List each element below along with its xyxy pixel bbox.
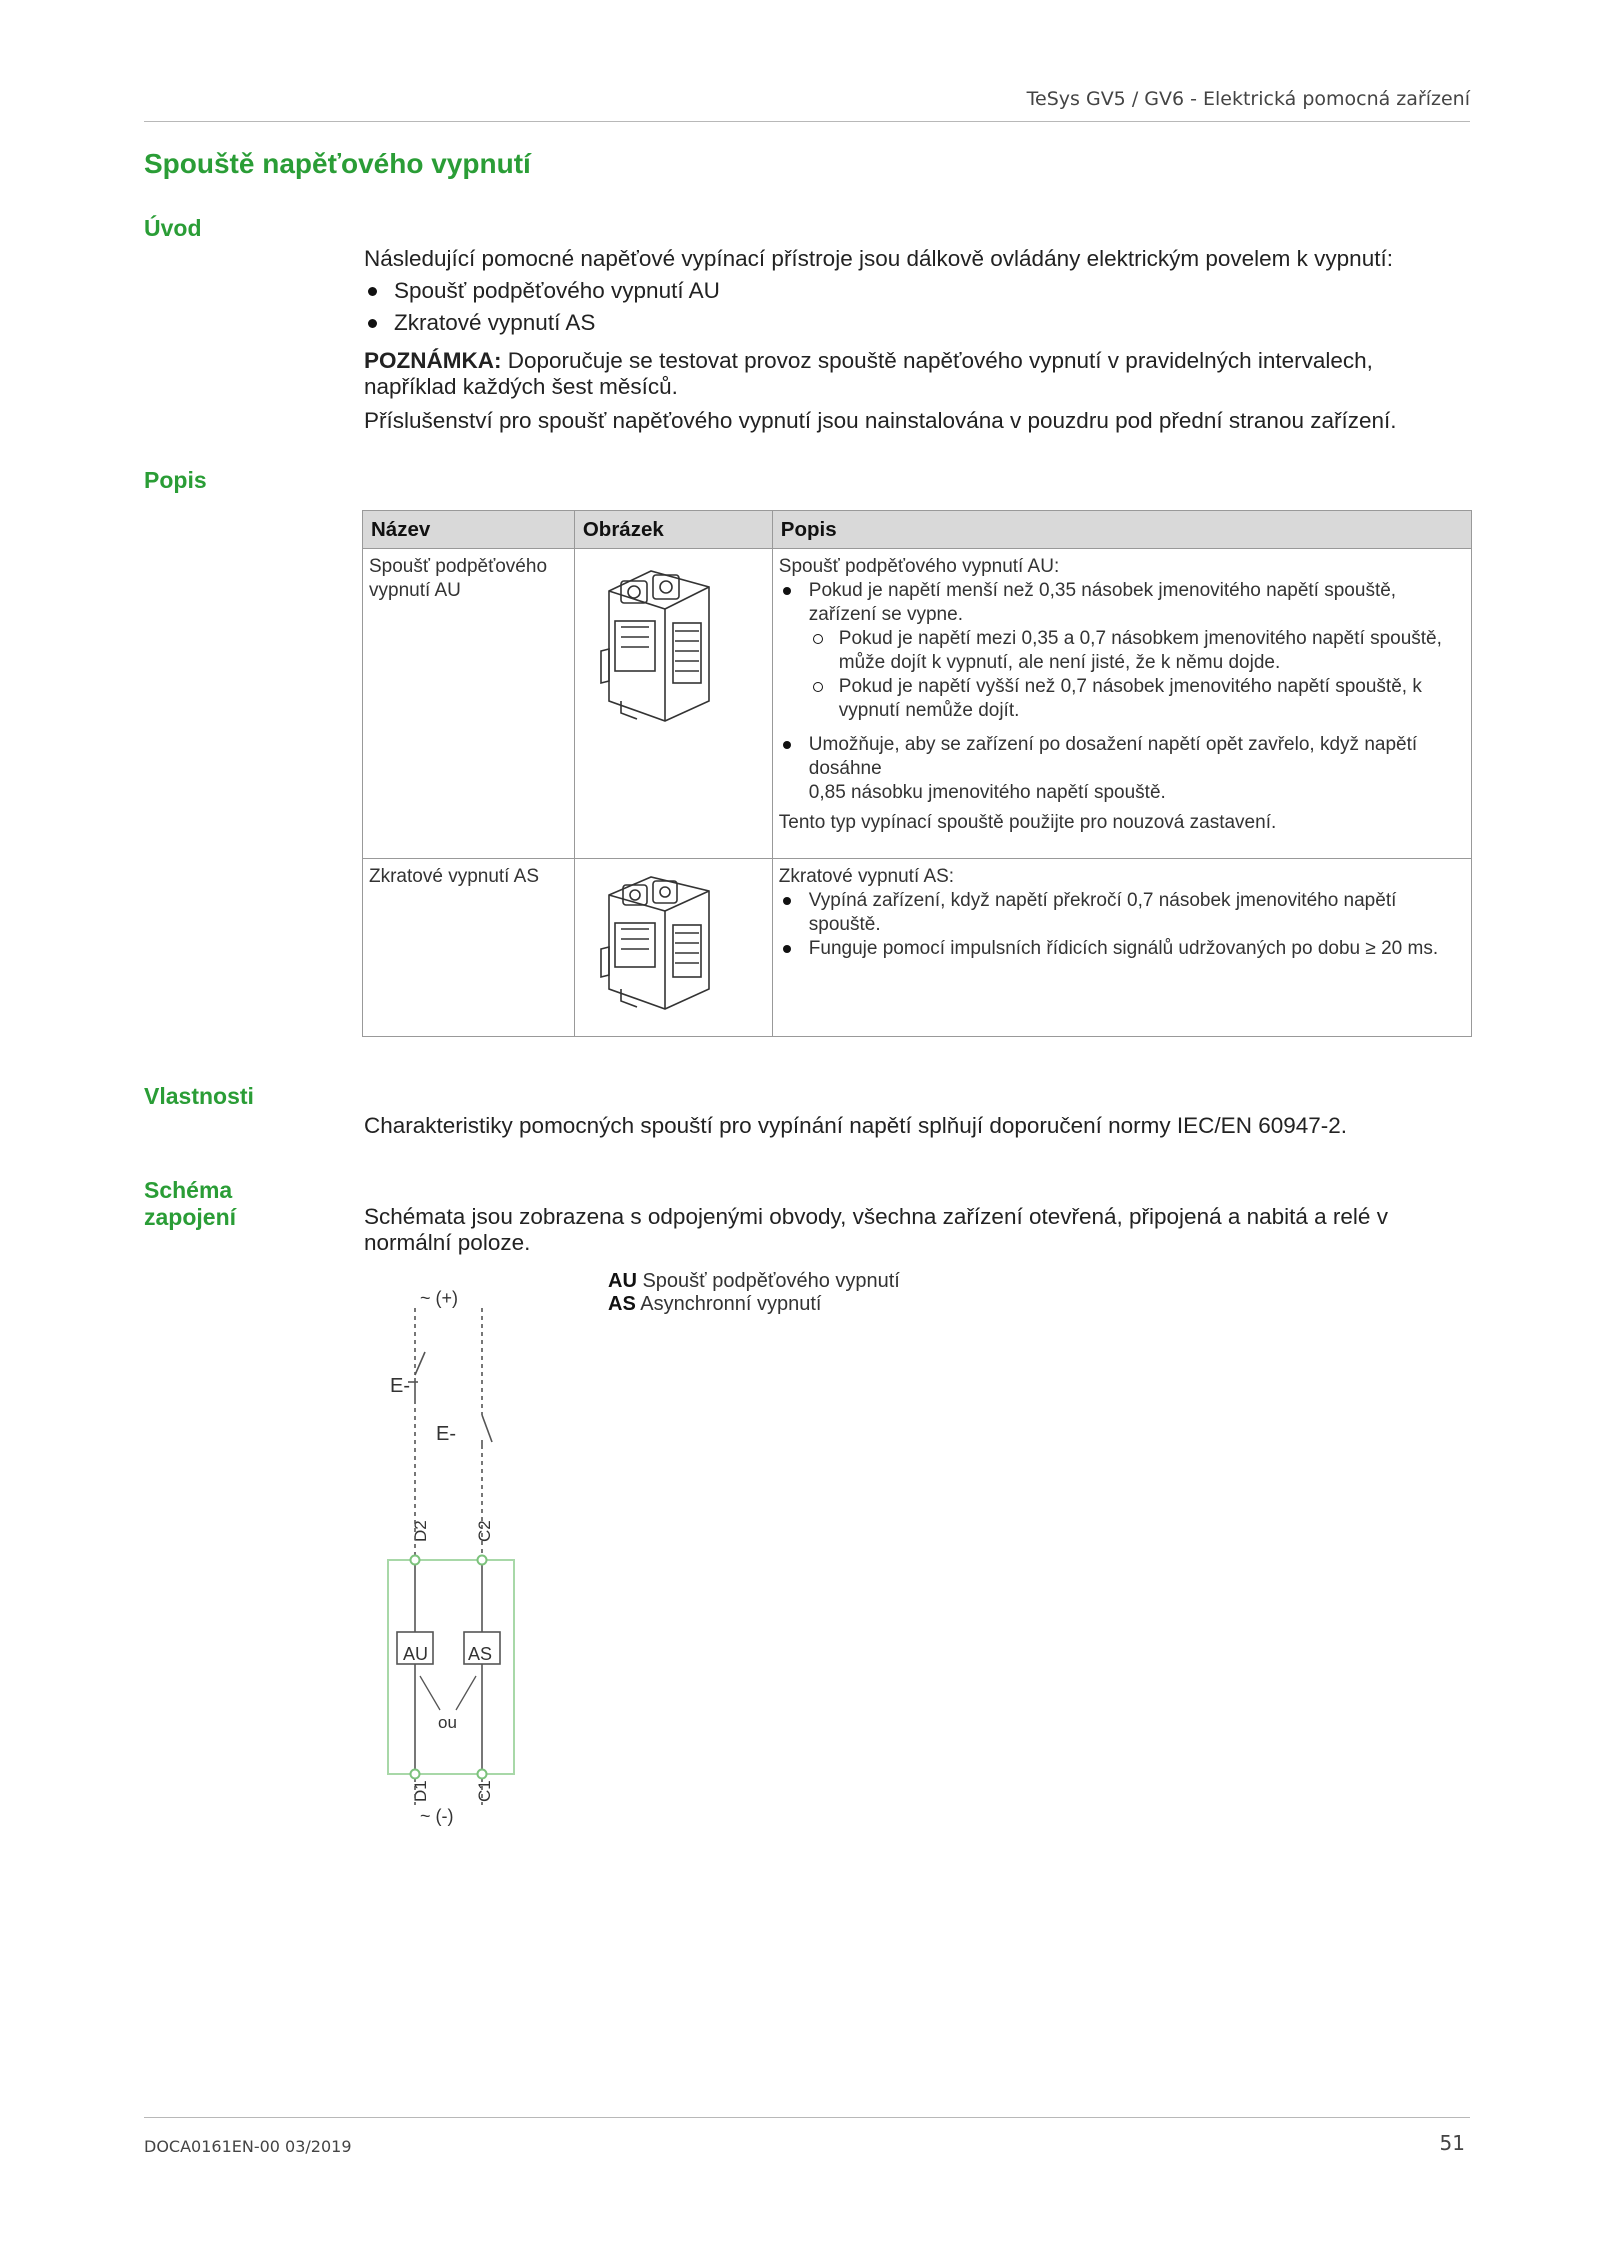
section-heading-line: zapojení xyxy=(144,1204,237,1230)
switch-label-e2: E- xyxy=(436,1423,456,1445)
table-row xyxy=(363,859,1472,1037)
intro-block xyxy=(364,246,1474,434)
legend-item xyxy=(608,1293,900,1316)
footer-doc-id: DOCA0161EN-00 03/2019 xyxy=(144,2137,352,2156)
terminal-d1: D1 xyxy=(411,1780,430,1802)
note-label: POZNÁMKA: xyxy=(364,348,502,373)
legend-text: Asynchronní vypnutí xyxy=(635,1293,822,1315)
terminal-c1: C1 xyxy=(475,1780,494,1802)
legend-code: AU xyxy=(608,1270,637,1292)
or-label: ou xyxy=(438,1713,457,1732)
device-enclosure xyxy=(388,1560,514,1774)
footer-rule xyxy=(144,2117,1470,2118)
section-heading-line: Schéma xyxy=(144,1177,233,1203)
as-device-image xyxy=(591,869,721,1019)
desc-note: Tento typ vypínací spouště použijte pro nouzová zastavení. xyxy=(778,812,1277,833)
supply-plus-label: ~ (+) xyxy=(420,1288,459,1308)
row-image xyxy=(574,859,772,1037)
section-heading-popis: Popis xyxy=(144,467,207,493)
page-number: 51 xyxy=(1439,2131,1465,2155)
column-header: Popis xyxy=(772,511,1471,549)
au-device-image xyxy=(591,561,721,736)
description-table xyxy=(362,510,1472,1037)
desc-bullet-line: 0,85 násobku jmenovitého napětí spouště. xyxy=(808,782,1166,803)
desc-bullet: Pokud je napětí menší než 0,35 násobek jmenovitého napětí spouště, zařízení se vypne. xyxy=(779,579,1465,627)
row-image xyxy=(574,549,772,859)
row-description xyxy=(772,549,1471,859)
terminal-d2: D2 xyxy=(411,1520,430,1542)
diagram-legend xyxy=(608,1270,900,1316)
terminal-node-d1 xyxy=(411,1770,420,1779)
desc-title: Zkratové vypnutí AS: xyxy=(778,866,955,887)
running-header: TeSys GV5 / GV6 - Elektrická pomocná zařízení xyxy=(1026,88,1470,110)
section-heading-schema xyxy=(144,1177,236,1231)
row-name: Spoušť podpěťového vypnutí AU xyxy=(363,549,575,859)
note-text: Doporučuje se testovat provoz spouště napěťového vypnutí v pravidelných intervalech, například každých šest měsíců. xyxy=(364,348,1373,399)
desc-bullet: Vypíná zařízení, když napětí překročí 0,7 násobek jmenovitého napětí spouště. xyxy=(779,889,1465,937)
intro-lead: Následující pomocné napěťové vypínací přístroje jsou dálkově ovládány elektrickým povelem k vypnutí: xyxy=(364,246,1393,271)
switch-contact-e2 xyxy=(482,1415,492,1442)
intro-note xyxy=(364,348,1464,400)
header-rule xyxy=(144,121,1470,122)
column-header: Obrázek xyxy=(574,511,772,549)
row-description xyxy=(772,859,1471,1037)
column-header: Název xyxy=(363,511,575,549)
terminal-node-d2 xyxy=(411,1556,420,1565)
section-heading-uvod: Úvod xyxy=(144,215,202,241)
schema-text: Schémata jsou zobrazena s odpojenými obvody, všechna zařízení otevřená, připojená a nabitá a relé v normální poloze. xyxy=(364,1204,1388,1255)
intro-bullet: Zkratové vypnutí AS xyxy=(364,310,1474,336)
or-link-left xyxy=(420,1676,440,1710)
row-name: Zkratové vypnutí AS xyxy=(363,859,575,1037)
terminal-node-c2 xyxy=(478,1556,487,1565)
box-label-as: AS xyxy=(468,1644,493,1664)
section-heading-vlastnosti: Vlastnosti xyxy=(144,1083,254,1109)
supply-minus-label: ~ (-) xyxy=(420,1806,454,1826)
intro-accessories: Příslušenství pro spoušť napěťového vypnutí jsou nainstalována v pouzdru pod přední stranou zařízení. xyxy=(364,408,1397,433)
intro-bullet: Spoušť podpěťového vypnutí AU xyxy=(364,278,1474,304)
terminal-c2: C2 xyxy=(475,1520,494,1542)
terminal-node-c1 xyxy=(478,1770,487,1779)
page-title: Spouště napěťového vypnutí xyxy=(144,148,531,179)
desc-sub-bullet: Pokud je napětí mezi 0,35 a 0,7 násobkem jmenovitého napětí spouště, může dojít k vypnutí, ale není jisté, že k němu dojde. xyxy=(779,627,1465,675)
desc-bullet-line: Umožňuje, aby se zařízení po dosažení napětí opět zavřelo, když napětí dosáhne xyxy=(808,734,1418,779)
vlastnosti-text: Charakteristiky pomocných spouští pro vypínání napětí splňují doporučení normy IEC/EN 60947-2. xyxy=(364,1113,1348,1138)
legend-text: Spoušť podpěťového vypnutí xyxy=(636,1270,900,1292)
or-link-right xyxy=(456,1676,476,1710)
desc-title: Spoušť podpěťového vypnutí AU: xyxy=(778,556,1060,577)
desc-bullet xyxy=(779,733,1465,805)
box-label-au: AU xyxy=(403,1644,429,1664)
desc-bullet: Funguje pomocí impulsních řídicích signálů udržovaných po dobu ≥ 20 ms. xyxy=(779,937,1465,961)
legend-item xyxy=(608,1270,900,1293)
table-row xyxy=(363,549,1472,859)
switch-label-e1: E- xyxy=(390,1375,410,1397)
switch-contact-e1 xyxy=(415,1352,425,1375)
legend-code: AS xyxy=(608,1293,636,1315)
table-header-row xyxy=(363,511,1472,549)
wiring-diagram xyxy=(370,1280,550,1830)
desc-sub-bullet: Pokud je napětí vyšší než 0,7 násobek jmenovitého napětí spouště, k vypnutí nemůže dojít. xyxy=(779,675,1465,723)
